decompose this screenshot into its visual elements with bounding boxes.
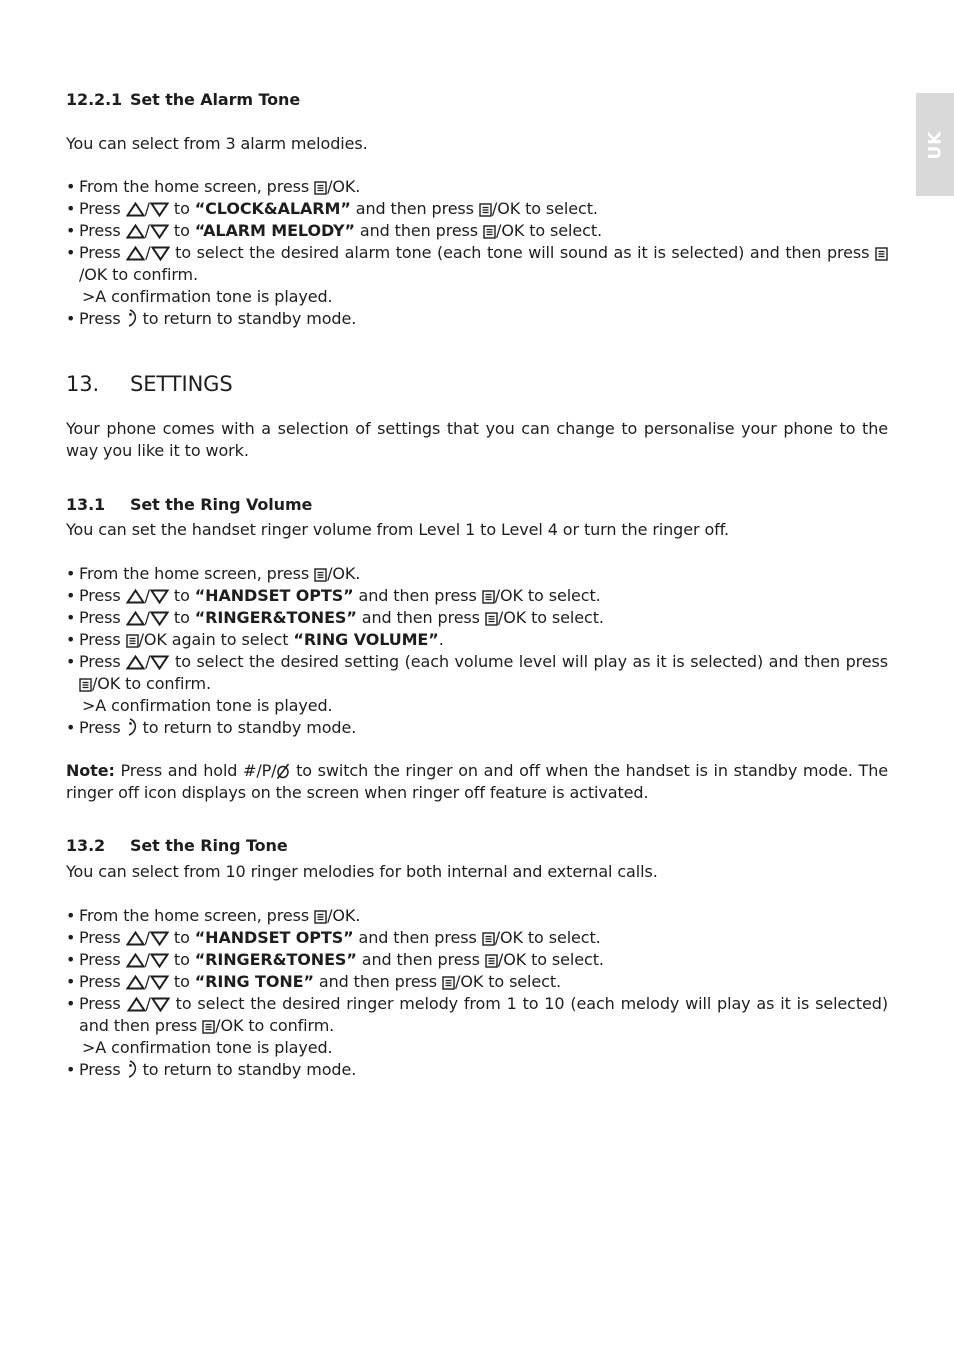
text-segment: to confirm. [107, 265, 198, 284]
result-note [66, 695, 888, 717]
text-segment: to switch the ringer on and off when the handset is in standby mode. The ringer off icon displays on the screen when ringer off feature is activated. [66, 761, 888, 802]
chapter-intro: Your phone comes with a selection of settings that you can change to personalise your phone to the way you like it to work. [66, 419, 888, 460]
text-segment: to select. [524, 221, 602, 240]
section-title-13-1 [66, 495, 312, 514]
ring-tone-steps [66, 905, 888, 1081]
text-segment: to [168, 950, 195, 969]
menu-ok-icon [482, 590, 495, 604]
text-segment: and then press [353, 586, 482, 605]
text-segment: Press [79, 950, 126, 969]
text-segment: / [145, 652, 151, 671]
list-item [66, 717, 888, 739]
text-segment: to select the desired setting (each volume level will play as it is selected) and then press [169, 652, 888, 671]
section-intro: You can select from 10 ringer melodies for both internal and external calls. [66, 862, 658, 881]
text-segment: to select the desired ringer melody from 1 to 10 (each melody will play as it is selected) and then press [79, 994, 888, 1035]
list-item [66, 242, 888, 286]
text-segment: “CLOCK&ALARM” [194, 199, 351, 218]
text-segment: “ALARM MELODY” [194, 221, 355, 240]
text-segment: From the home screen, press [79, 906, 315, 925]
menu-ok-icon [314, 910, 327, 924]
text-segment: / [144, 972, 150, 991]
text-segment: /OK [455, 972, 484, 991]
text-segment: Press [79, 972, 126, 991]
text-segment: to select. [483, 972, 561, 991]
text-segment: to [168, 221, 195, 240]
text-segment: Press [79, 586, 126, 605]
end-call-icon [126, 718, 138, 736]
down-arrow-icon [150, 953, 169, 968]
text-segment: to select. [526, 950, 604, 969]
text-segment: Press [79, 928, 126, 947]
text-segment: to return to standby mode. [137, 309, 357, 328]
text-segment: Press [79, 608, 126, 627]
text-segment: Press [79, 199, 126, 218]
section-number: 13.2 [66, 836, 106, 855]
text-segment: /OK [497, 608, 527, 627]
text-segment: Press and hold [114, 761, 244, 780]
section-title-text: Set the Alarm Tone [130, 90, 301, 109]
menu-ok-icon [126, 634, 139, 648]
text-segment: /OK [491, 199, 521, 218]
text-segment: . [355, 564, 361, 583]
chapter-title-text: SETTINGS [130, 372, 233, 396]
down-arrow-icon [150, 975, 169, 990]
down-arrow-icon [150, 224, 169, 239]
list-item [66, 1059, 888, 1081]
text-segment: /OK [327, 564, 356, 583]
text-segment: to select the desired alarm tone (each tone will sound as it is selected) and then press [169, 243, 875, 262]
text-segment: Press [79, 718, 126, 737]
up-arrow-icon [126, 975, 145, 990]
text-segment: >A confirmation tone is played. [82, 287, 333, 306]
text-segment: /OK [494, 928, 523, 947]
section-title-text: Set the Ring Volume [130, 495, 313, 514]
section-intro: You can set the handset ringer volume from Level 1 to Level 4 or turn the ringer off. [66, 520, 730, 539]
up-arrow-icon [127, 997, 146, 1012]
list-item [66, 563, 888, 585]
text-segment: /OK [327, 906, 356, 925]
text-segment: to [168, 199, 195, 218]
text-segment: / [145, 243, 151, 262]
text-segment: to return to standby mode. [137, 1060, 357, 1079]
text-segment: / [144, 221, 150, 240]
menu-ok-icon [202, 1020, 215, 1034]
text-segment: /OK [138, 630, 167, 649]
text-segment: to [168, 586, 195, 605]
language-tab-label: UK [924, 130, 945, 159]
text-segment: to confirm. [120, 674, 211, 693]
text-segment: Press [79, 243, 127, 262]
menu-ok-icon [875, 247, 888, 261]
section-title-13-2 [66, 836, 288, 855]
text-segment: to select. [522, 928, 601, 947]
section-title-text: Set the Ring Tone [130, 836, 288, 855]
result-note [66, 1037, 888, 1059]
end-call-icon [126, 1060, 138, 1078]
menu-ok-icon [314, 568, 327, 582]
text-segment: /OK [79, 265, 108, 284]
menu-ok-icon [442, 976, 455, 990]
text-segment: Press [79, 630, 126, 649]
end-call-icon [126, 309, 138, 327]
up-arrow-icon [126, 224, 145, 239]
chapter-title-13 [66, 372, 233, 396]
list-item [66, 176, 888, 198]
down-arrow-icon [151, 997, 170, 1012]
text-segment: and then press [350, 199, 479, 218]
text-segment: From the home screen, press [79, 564, 315, 583]
menu-ok-icon [79, 678, 92, 692]
text-segment: Press [79, 994, 127, 1013]
text-segment: /OK [92, 674, 121, 693]
menu-ok-icon [485, 612, 498, 626]
list-item [66, 220, 888, 242]
up-arrow-icon [126, 611, 145, 626]
text-segment: / [144, 199, 150, 218]
text-segment: /OK [496, 221, 525, 240]
text-segment: “RINGER&TONES” [194, 950, 357, 969]
list-item [66, 971, 888, 993]
menu-ok-icon [485, 954, 498, 968]
list-item [66, 993, 888, 1037]
up-arrow-icon [126, 589, 145, 604]
menu-ok-icon [314, 181, 327, 195]
text-segment: and then press [356, 608, 485, 627]
text-segment: Press [79, 309, 126, 328]
menu-ok-icon [479, 203, 492, 217]
list-item [66, 198, 888, 220]
text-segment: >A confirmation tone is played. [82, 696, 333, 715]
ring-volume-steps [66, 563, 888, 739]
text-segment: “RING TONE” [194, 972, 314, 991]
text-segment: to [168, 928, 195, 947]
list-item [66, 308, 888, 330]
up-arrow-icon [126, 931, 145, 946]
list-item [66, 585, 888, 607]
section-number: 12.2.1 [66, 90, 123, 109]
text-segment: /OK [494, 586, 523, 605]
chapter-number: 13. [66, 372, 100, 396]
text-segment: “HANDSET OPTS” [194, 928, 354, 947]
up-arrow-icon [126, 655, 145, 670]
text-segment: to [168, 608, 195, 627]
text-segment: to [168, 972, 195, 991]
text-segment: and then press [313, 972, 443, 991]
text-segment: / [145, 994, 151, 1013]
down-arrow-icon [151, 246, 170, 261]
text-segment: #/P/ [243, 761, 277, 780]
section-number: 13.1 [66, 495, 106, 514]
text-segment: Note: [66, 761, 115, 780]
up-arrow-icon [126, 202, 145, 217]
text-segment: to select. [520, 199, 598, 218]
text-segment: . [355, 906, 361, 925]
ringer-off-icon [276, 763, 290, 779]
down-arrow-icon [150, 202, 169, 217]
down-arrow-icon [150, 655, 169, 670]
menu-ok-icon [483, 225, 496, 239]
text-segment: to confirm. [243, 1016, 335, 1035]
text-segment: to select. [526, 608, 604, 627]
up-arrow-icon [126, 246, 145, 261]
text-segment: / [144, 950, 150, 969]
text-segment: “HANDSET OPTS” [194, 586, 354, 605]
text-segment: again to select [166, 630, 294, 649]
alarm-tone-steps [66, 176, 888, 330]
menu-ok-icon [482, 932, 495, 946]
text-segment: and then press [354, 221, 484, 240]
text-segment: / [144, 928, 150, 947]
text-segment: and then press [353, 928, 482, 947]
text-segment: to return to standby mode. [137, 718, 357, 737]
text-segment: /OK [327, 177, 356, 196]
text-segment: >A confirmation tone is played. [82, 1038, 333, 1057]
list-item [66, 651, 888, 695]
list-item [66, 607, 888, 629]
text-segment: . [355, 177, 361, 196]
section-title-12-2-1 [66, 90, 300, 109]
list-item [66, 905, 888, 927]
down-arrow-icon [150, 611, 169, 626]
text-segment: Press [79, 221, 126, 240]
list-item [66, 927, 888, 949]
up-arrow-icon [126, 953, 145, 968]
text-segment: / [144, 608, 150, 627]
down-arrow-icon [150, 931, 169, 946]
list-item [66, 629, 888, 651]
language-tab [916, 93, 954, 196]
text-segment: “RINGER&TONES” [194, 608, 357, 627]
text-segment: Press [79, 1060, 126, 1079]
text-segment: Press [79, 652, 127, 671]
section-intro: You can select from 3 alarm melodies. [66, 134, 368, 153]
text-segment: and then press [356, 950, 485, 969]
list-item [66, 949, 888, 971]
down-arrow-icon [150, 589, 169, 604]
text-segment: /OK [497, 950, 527, 969]
ringer-note [66, 760, 888, 804]
result-note [66, 286, 888, 308]
text-segment: to select. [522, 586, 601, 605]
text-segment: /OK [215, 1016, 244, 1035]
text-segment: . [438, 630, 444, 649]
text-segment: “RING VOLUME” [293, 630, 439, 649]
text-segment: From the home screen, press [79, 177, 315, 196]
text-segment: / [144, 586, 150, 605]
